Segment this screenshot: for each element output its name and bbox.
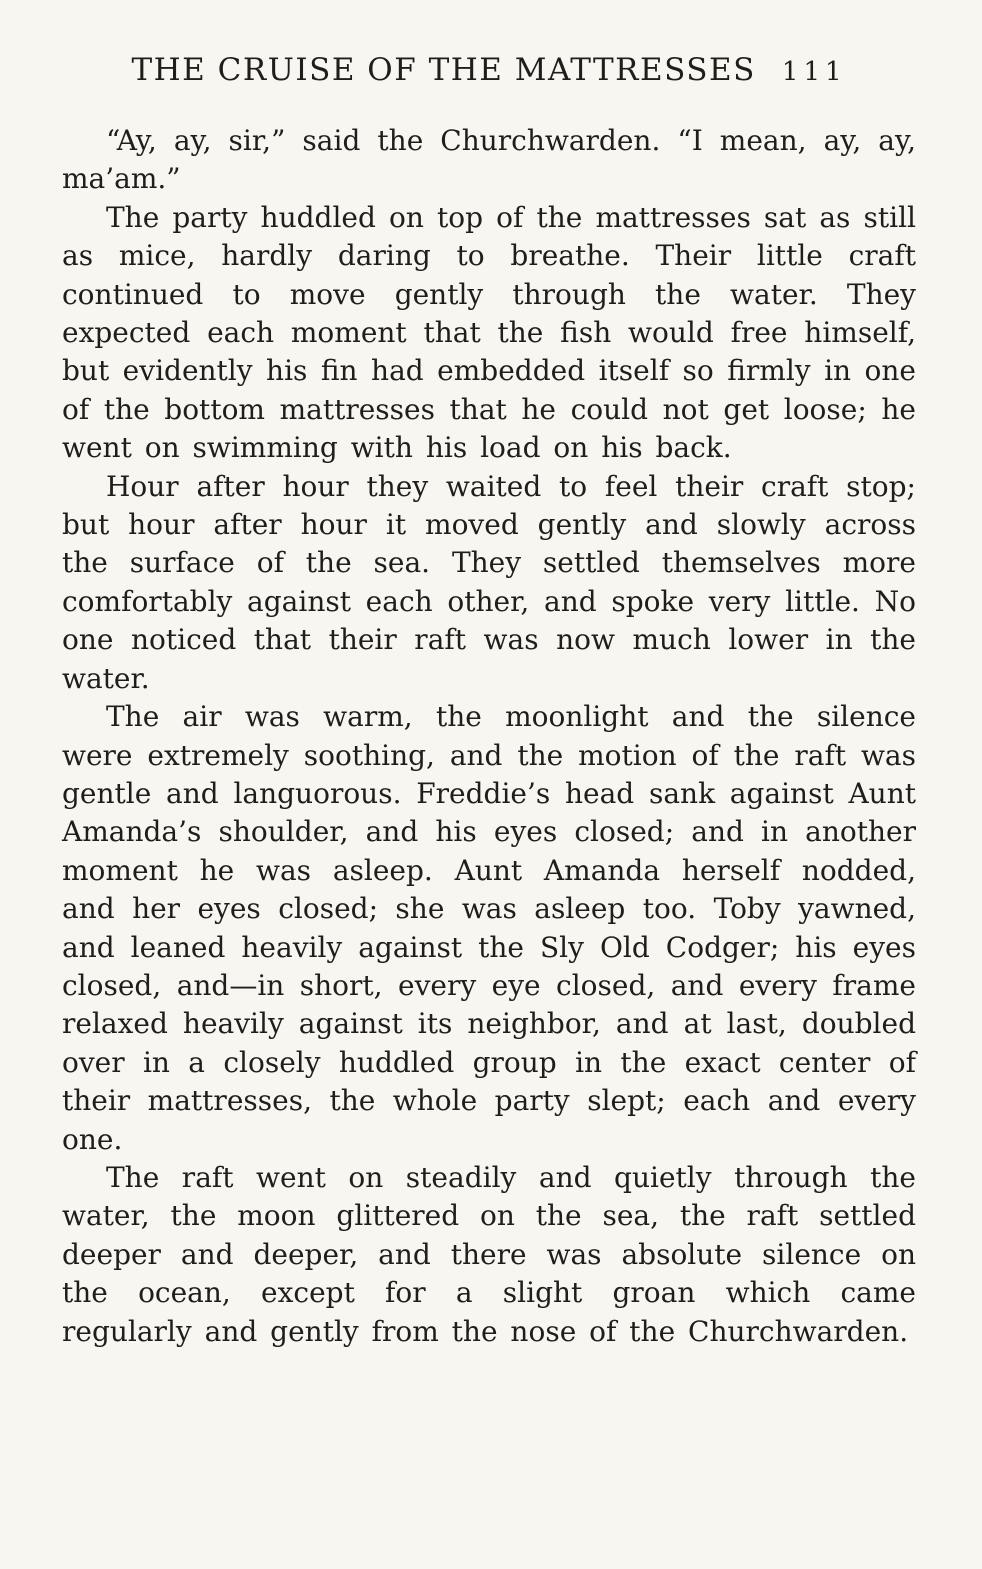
page-text <box>62 122 916 1351</box>
page-number: 111 <box>781 57 847 87</box>
chapter-title: THE CRUISE OF THE MATTRESSES <box>131 52 756 88</box>
paragraph-hour-after-hour: Hour after hour they waited to feel their craft stop; but hour after hour it moved gently and slowly across the surface of the sea. They settled themselves more comfortably against each other, and spoke very little. No one noticed that their raft was now much lower in the water. <box>62 469 916 695</box>
paragraph-party-huddled: The party huddled on top of the mattresses sat as still as mice, hardly daring to breathe. Their little craft continued to move gently through the water. They expected each moment that the fish would free himself, but evidently his fin had embedded itself so firmly in one of the bottom mattresses that he could not get loose; he went on swimming with his load on his back. <box>62 200 916 465</box>
running-header <box>62 52 916 88</box>
paragraph-raft-went-on: The raft went on steadily and quietly through the water, the moon glittered on the sea, the raft settled deeper and deeper, and there was absolute silence on the ocean, except for a slight groan which came regularly and gently from the nose of the Churchwarden. <box>62 1160 916 1348</box>
paragraph-dialogue: “Ay, ay, sir,” said the Churchwarden. “I mean, ay, ay, ma’am.” <box>62 124 916 196</box>
paragraph-air-was-warm: The air was warm, the moonlight and the silence were extremely soothing, and the motion of the raft was gentle and languorous. Freddie’s head sank against Aunt Amanda’s shoulder, and his eyes closed; and in another moment he was asleep. Aunt Amanda herself nodded, and her eyes closed; she was asleep too. Toby yawned, and leaned heavily against the Sly Old Codger; his eyes closed, and—in short, every eye closed, and every frame relaxed heavily against its neighbor, and at last, doubled over in a closely huddled group in the exact center of their mattresses, the whole party slept; each and every one. <box>62 700 916 1156</box>
